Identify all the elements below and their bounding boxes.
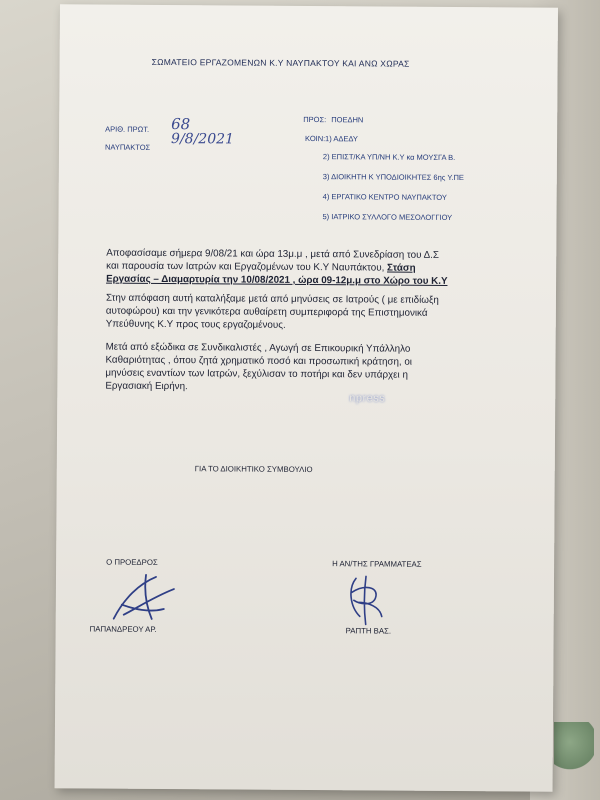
paragraph-3-line-3: μηνύσεις εναντίων των Ιατρών, ξεχύλισαν το ποτήρι και δεν υπάρχει η: [105, 367, 408, 381]
secretary-signature: [342, 572, 390, 626]
cc-item-4: 4) ΕΡΓΑΤΙΚΟ ΚΕΝΤΡΟ ΝΑΥΠΑΚΤΟΥ: [322, 192, 447, 202]
paragraph-1-line-2-text: και παρουσία των Ιατρών και Εργαζομένων του Κ.Υ Ναυπάκτου,: [106, 260, 385, 274]
place-label: ΝΑΥΠΑΚΤΟΣ: [104, 142, 151, 152]
president-name: ΠΑΠΑΝΔΡΕΟΥ ΑΡ.: [89, 624, 157, 634]
paragraph-1-line-3: [106, 273, 448, 288]
document-heading: ΣΩΜΑΤΕΙΟ ΕΡΓΑΖΟΜΕΝΩΝ Κ.Υ ΝΑΥΠΑΚΤΟΥ ΚΑΙ ΑΝΩ ΧΩΡΑΣ: [151, 56, 410, 69]
to-label: ΠΡΟΣ:: [303, 114, 327, 125]
document-sheet: [55, 4, 558, 791]
paragraph-1-line-2-bold: Στάση: [387, 262, 416, 274]
president-signature: [94, 569, 194, 626]
paragraph-1-line-3-bold: Εργασίας – Διαμαρτυρία την 10/08/2021 , ώρα 09-12μ.μ στο Χώρο του Κ.Υ: [106, 273, 448, 287]
secretary-name: ΡΑΠΤΗ ΒΑΣ.: [345, 626, 392, 636]
paragraph-3-line-1: Μετά από εξώδικα σε Συνδικαλιστές , Αγωγή σε Επικουρική Υπάλληλο: [105, 341, 411, 355]
cc-item-5: 5) ΙΑΤΡΙΚΟ ΣΥΛΛΟΓΟ ΜΕΣΟΛΟΓΓΙΟΥ: [322, 212, 453, 223]
board-line: ΓΙΑ ΤΟ ΔΙΟΙΚΗΤΙΚΟ ΣΥΜΒΟΥΛΙΟ: [194, 464, 313, 475]
protocol-label: ΑΡΙΘ. ΠΡΩΤ.: [105, 124, 150, 134]
cc-item-3: 3) ΔΙΟΙΚΗΤΗ Κ ΥΠΟΔΙΟΙΚΗΤΕΣ 6ης Υ.ΠΕ: [322, 172, 464, 183]
paragraph-2-line-2: αυτοφώρου) και την γενικότερα αυθαίρετη συμπεριφορά της Επιστημονικά: [105, 305, 428, 319]
to-value: ΠΟΕΔΗΝ: [331, 115, 364, 125]
paragraph-3-line-2: Καθαριότητας , όπου ζητά χρηματικό ποσό και προσωπική κράτηση, οι: [105, 354, 413, 368]
cc-item-1: 1) ΑΔΕΔΥ: [325, 134, 358, 144]
paragraph-2-line-1: Στην απόφαση αυτή καταλήξαμε μετά από μηνύσεις σε Ιατρούς ( με επιδίωξη: [105, 292, 439, 306]
cc-label: ΚΟΙΝ:: [305, 133, 326, 144]
paragraph-1-line-1: Αποφασίσαμε σήμερα 9/08/21 και ώρα 13μ.μ , μετά από Συνεδρίαση του Δ.Σ: [106, 247, 440, 261]
cc-item-2: 2) ΕΠΙΣΤ/ΚΑ ΥΠ/ΝΗ Κ.Υ κα ΜΟΥΣΓΑ Β.: [322, 152, 456, 163]
protocol-number: 68: [171, 115, 191, 134]
date-handwritten: 9/8/2021: [171, 131, 235, 148]
secretary-title: Η ΑΝ/ΤΗΣ ΓΡΑΜΜΑΤΕΑΣ: [332, 559, 422, 569]
green-object: [554, 722, 594, 772]
paragraph-2-line-3: Υπεύθυνης Κ.Υ προς τους εργαζομένους.: [105, 318, 286, 331]
npress-watermark: npress: [349, 392, 386, 405]
paragraph-3-line-4: Εργασιακή Ειρήνη.: [105, 380, 188, 393]
president-title: Ο ΠΡΟΕΔΡΟΣ: [106, 557, 158, 567]
